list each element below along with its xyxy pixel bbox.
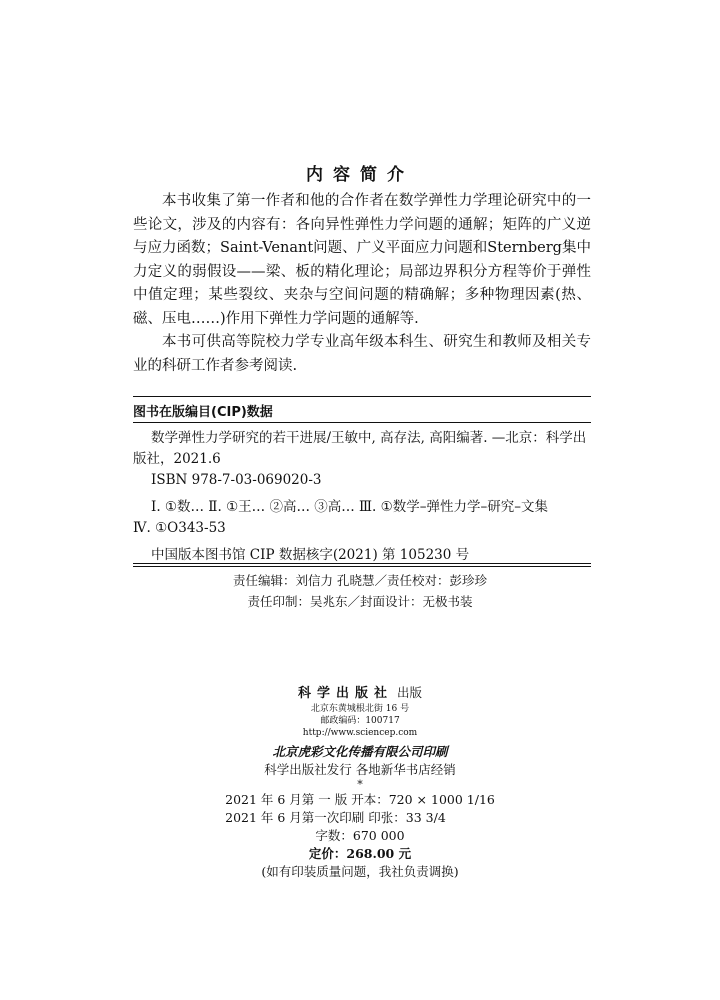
distribution: 科学出版社发行 各地新华书店经销 [264, 762, 456, 777]
credits [0, 570, 720, 612]
cip-class-line-2: Ⅳ. ①O343-53 [133, 520, 226, 536]
printer-name: 北京虎彩文化传播有限公司印刷 [272, 744, 448, 759]
publisher-postcode: 邮政编码：100717 [320, 716, 400, 726]
word-count: 字数：670 000 [315, 828, 405, 843]
cip-body [133, 428, 591, 566]
cip-heading: 图书在版编目(CIP)数据 [133, 405, 273, 420]
credits-line-2: 责任印制：吴兆东／封面设计：无极书装 [247, 594, 473, 609]
credits-line-1: 责任编辑：刘信力 孔晓慧／责任校对：彭珍珍 [233, 573, 487, 588]
cip-top-rule [133, 396, 591, 397]
publisher-address: 北京东黄城根北街 16 号 [310, 704, 410, 714]
separator-star: * [357, 778, 363, 791]
edition-specs [225, 791, 495, 827]
edition-line: 2021 年 6 月第 一 版 开本：720 × 1000 1/16 [225, 792, 495, 807]
cip-heading-rule [133, 422, 591, 423]
summary-paragraph-2: 本书可供高等院校力学专业高年级本科生、研究生和教师及相关专业的科研工作者参考阅读. [133, 334, 591, 374]
cip-bottom-rule-2 [133, 566, 591, 567]
cip-class-line-1: Ⅰ. ①数… Ⅱ. ①王… ②高… ③高… Ⅲ. ①数学–弹性力学–研究–文集 [151, 499, 548, 515]
publisher-name: 科学出版社 [297, 686, 393, 701]
cip-bottom-rule-1 [133, 563, 591, 564]
cip-isbn: ISBN 978-7-03-069020-3 [151, 472, 322, 488]
publisher-block [0, 684, 720, 881]
publisher-suffix: 出版 [396, 685, 422, 700]
summary-paragraph-1: 本书收集了第一作者和他的合作者在数学弹性力学理论研究中的一些论文，涉及的内容有：各向异性弹性力学问题的通解；矩阵的广义逆与应力函数；Saint-Venant问题、广义平面应力问题和Sternberg集中力定义的弱假设——梁、板的精化理论；局部边界积分方程等价于弹性中值定理；某些裂纹、夹杂与空间问题的精确解；多种物理因素(热、磁、压电……)作用下弹性力学问题的通解等. [133, 193, 591, 327]
summary-body [133, 190, 591, 378]
summary-title: 内容简介 [306, 165, 414, 185]
cip-record-number: 中国版本图书馆 CIP 数据核字(2021) 第 105230 号 [151, 547, 470, 563]
quality-note: (如有印装质量问题，我社负责调换) [261, 864, 459, 879]
printing-line: 2021 年 6 月第一次印刷 印张：33 3/4 [225, 810, 446, 825]
cip-entry-line-2: 版社，2021.6 [133, 451, 221, 467]
price: 定价：268.00 元 [308, 846, 412, 861]
publisher-website: http://www.sciencep.com [302, 728, 418, 738]
cip-entry-line-1: 数学弹性力学研究的若干进展/王敏中, 高存法, 高阳编著. —北京：科学出 [151, 430, 587, 446]
